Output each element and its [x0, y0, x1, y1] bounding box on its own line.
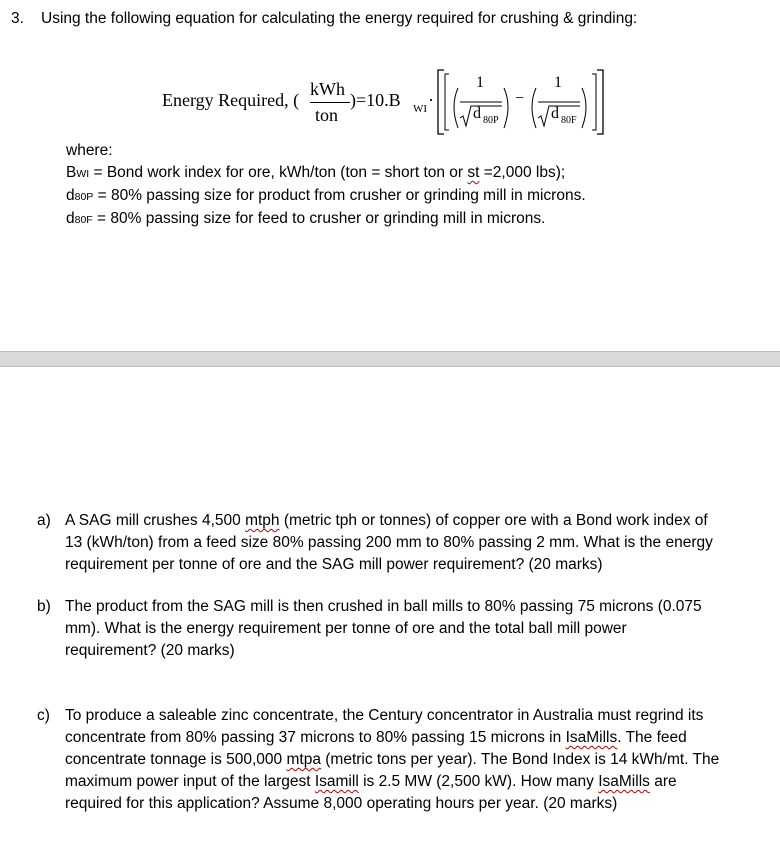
- part-line: The product from the SAG mill is then crushed in ball mills to 80% passing 75 microns (0.075: [65, 598, 702, 615]
- where-label: where:: [66, 142, 113, 159]
- question-number: 3.: [11, 10, 24, 27]
- part-b-label: b): [37, 598, 51, 615]
- definition-d80f: d80F = 80% passing size for feed to crusher or grinding mill in microns.: [66, 210, 546, 227]
- eq-sub-80p: 80P: [483, 115, 499, 126]
- part-line: maximum power input of the largest Isamill is 2.5 MW (2,500 kW). How many IsaMills are: [65, 773, 677, 790]
- part-line: 13 (kWh/ton) from a feed size 80% passing 200 mm to 80% passing 2 mm. What is the energy: [65, 534, 713, 551]
- part-line: requirement? (20 marks): [65, 642, 235, 659]
- spellcheck-st: st: [467, 164, 480, 181]
- part-c-text: [65, 705, 765, 815]
- question-heading: Using the following equation for calculating the energy required for crushing & grinding:: [41, 10, 638, 27]
- part-b-text: [65, 596, 765, 662]
- spellcheck-word: mtpa: [286, 751, 321, 768]
- definitions-list: [66, 162, 586, 231]
- eq-lhs: Energy Required, (: [162, 90, 300, 110]
- definition-bwi: BWI = Bond work index for ore, kWh/ton (ton = short ton or st =2,000 lbs);: [66, 164, 566, 181]
- spellcheck-word: IsaMills: [565, 729, 618, 746]
- part-a-label: a): [37, 512, 51, 529]
- eq-d-2: d: [551, 105, 559, 122]
- part-line: To produce a saleable zinc concentrate, the Century concentrator in Australia must regrind its: [65, 707, 704, 724]
- part-line: required for this application? Assume 8,000 operating hours per year. (20 marks): [65, 795, 618, 812]
- part-line: concentrate tonnage is 500,000 mtpa (metric tons per year). The Bond Index is 14 kWh/mt. The: [65, 751, 720, 768]
- part-line: requirement per tonne of ore and the SAG mill power requirement? (20 marks): [65, 556, 603, 573]
- eq-bracket-svg: [436, 68, 636, 136]
- page-divider: [0, 351, 780, 367]
- eq-rhs-prefix: )=10.B: [350, 90, 401, 110]
- eq-d-1: d: [473, 105, 481, 122]
- eq-bwi-subscript: WI: [413, 103, 428, 115]
- eq-unit-fraction-bar: [310, 102, 350, 103]
- definition-d80p: d80P = 80% passing size for product from crusher or grinding mill in microns.: [66, 187, 586, 204]
- eq-one-2: 1: [554, 74, 562, 91]
- eq-one-1: 1: [476, 74, 484, 91]
- energy-equation: [160, 62, 630, 152]
- part-line: mm). What is the energy requirement per tonne of ore and the total ball mill power: [65, 620, 627, 637]
- spellcheck-word: Isamill: [314, 773, 359, 790]
- part-a-text: [65, 510, 765, 576]
- spellcheck-word: IsaMills: [598, 773, 650, 790]
- part-line: concentrate from 80% passing 37 microns to 80% passing 15 microns in IsaMills. The feed: [65, 729, 687, 746]
- spellcheck-word: mtph: [245, 512, 280, 529]
- eq-sub-80f: 80F: [561, 115, 577, 126]
- part-c-label: c): [37, 707, 50, 724]
- eq-unit-numerator: kWh: [310, 79, 345, 99]
- part-line: A SAG mill crushes 4,500 mtph (metric tph or tonnes) of copper ore with a Bond work index of: [65, 512, 708, 529]
- eq-dot: ·: [428, 90, 434, 110]
- eq-minus: −: [515, 90, 525, 107]
- eq-unit-denominator: ton: [315, 105, 339, 125]
